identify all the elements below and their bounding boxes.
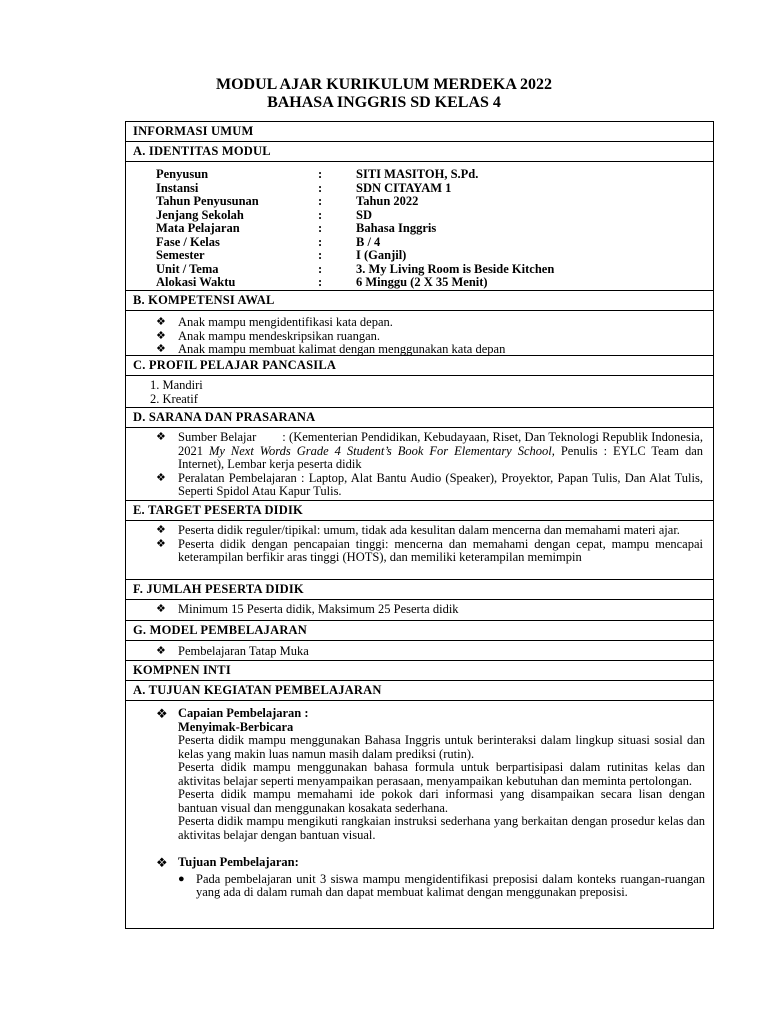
list-item: ❖ Minimum 15 Peserta didik, Maksimum 25 Peserta didik [156, 602, 459, 616]
identitas-label: Instansi [156, 180, 199, 195]
colon-separator: : [318, 180, 323, 195]
identitas-row [156, 249, 713, 263]
colon-separator: : [318, 248, 323, 262]
document-title-line-2: BAHASA INGGRIS SD KELAS 4 [267, 94, 501, 111]
identitas-value: 6 Minggu (2 X 35 Menit) [356, 275, 488, 289]
list-item: ❖ Anak mampu mendeskripsikan ruangan. [156, 328, 381, 343]
section-profil-pelajar: C. PROFIL PELAJAR PANCASILA [126, 356, 713, 376]
list-item: ❖ Sumber Belajar : (Kementerian Pendidikan, Kebudayaan, Riset, Dan Teknologi Republik Indonesia, 2021 My Next Words Grade 4 Student’s Book For Elementary School, Penulis : EYLC Team dan Internet), Lembar kerja peserta didik [156, 430, 703, 471]
identitas-value: I (Ganjil) [356, 248, 407, 262]
identitas-label: Penyusun [156, 167, 209, 181]
sarana-list [126, 428, 713, 501]
identitas-row [156, 236, 713, 250]
section-tujuan-kegiatan: A. TUJUAN KEGIATAN PEMBELAJARAN [126, 681, 713, 701]
list-item: ❖ Anak mampu membuat kalimat dengan menggunakan kata depan [156, 342, 506, 356]
diamond-bullet-icon: ❖ [156, 524, 166, 536]
section-jumlah-peserta: F. JUMLAH PESERTA DIDIK [126, 580, 713, 600]
capaian-paragraph: Peserta didik mampu memahami ide pokok dari informasi yang disampaikan secara lisan dengan bantuan visual dan menggunakan kosakata sederhana. [178, 787, 705, 815]
capaian-paragraph: Peserta didik mampu menggunakan Bahasa Inggris untuk berinteraksi dalam lingkup situasi sosial dan kelas yang makin luas namun masih dalam prediksi (rutin). [178, 733, 705, 761]
kompetensi-list [126, 311, 713, 356]
identitas-label: Jenjang Sekolah [156, 207, 244, 222]
identitas-label: Fase / Kelas [156, 234, 220, 249]
section-model-pembelajaran: G. MODEL PEMBELAJARAN [126, 621, 713, 641]
section-komponen-inti: KOMPNEN INTI [126, 661, 713, 681]
colon-separator: : [318, 221, 323, 235]
section-sarana-prasarana: D. SARANA DAN PRASARANA [126, 408, 713, 428]
identitas-label: Semester [156, 248, 205, 262]
list-item: ❖ Peserta didik reguler/tipikal: umum, tidak ada kesulitan dalam mencerna dan memahami materi ajar. [156, 523, 680, 537]
identitas-row [156, 222, 713, 236]
capaian-subtitle: Menyimak-Berbicara [178, 719, 294, 734]
list-item: ● Pada pembelajaran unit 3 siswa mampu mengidentifikasi preposisi dalam konteks ruangan-ruangan yang ada di dalam rumah dan dapat membuat kalimat dengan menggunakan preposisi. [178, 871, 705, 899]
jumlah-list [126, 600, 713, 621]
colon-separator: : [318, 207, 323, 222]
identitas-row [156, 195, 713, 209]
document-title-line-1: MODUL AJAR KURIKULUM MERDEKA 2022 [215, 76, 552, 93]
identitas-row [156, 182, 713, 196]
identitas-value: 3. My Living Room is Beside Kitchen [356, 261, 555, 276]
identitas-value: SDN CITAYAM 1 [356, 180, 452, 195]
identitas-value: Bahasa Inggris [356, 221, 437, 235]
list-item: ❖ Pembelajaran Tatap Muka [156, 644, 309, 658]
tujuan-pembelajaran-title: Tujuan Pembelajaran: [178, 855, 299, 869]
diamond-bullet-icon: ❖ [156, 603, 166, 615]
identitas-value: SITI MASITOH, S.Pd. [356, 167, 479, 181]
identitas-row [156, 263, 713, 277]
identitas-label: Tahun Penyusunan [156, 194, 259, 208]
list-item: ❖ Peralatan Pembelajaran : Laptop, Alat Bantu Audio (Speaker), Proyektor, Papan Tulis, Dan Alat Tulis, Seperti Spidol Atau Kapur Tulis. [156, 470, 703, 498]
capaian-paragraph: Peserta didik mampu menggunakan bahasa formula untuk berpartisipasi dalam rutinitas kelas dan aktivitas belajar seperti menyampaikan perasaan, menyampaikan kebutuhan dan meminta pertolongan. [178, 760, 705, 788]
colon-separator: : [318, 234, 323, 249]
colon-separator: : [318, 275, 323, 289]
tujuan-content [126, 701, 713, 929]
diamond-bullet-icon: ❖ [156, 343, 166, 355]
identitas-row [156, 276, 713, 290]
capaian-paragraph: Peserta didik mampu mengikuti rangkaian instruksi sederhana yang berkaitan dengan prosedur kelas dan aktivitas belajar dengan bantuan visual. [178, 814, 705, 842]
identitas-label: Alokasi Waktu [156, 275, 236, 289]
identitas-label: Unit / Tema [156, 261, 219, 276]
section-informasi-umum: INFORMASI UMUM [126, 122, 713, 142]
profil-list [126, 376, 713, 408]
diamond-bullet-icon: ❖ [156, 431, 166, 443]
dot-bullet-icon: ● [178, 872, 185, 885]
diamond-bullet-icon: ❖ [156, 706, 168, 721]
diamond-bullet-icon: ❖ [156, 537, 166, 550]
diamond-bullet-icon: ❖ [156, 645, 166, 657]
list-item: ❖ Peserta didik dengan pencapaian tinggi: mencerna dan memahami dengan cepat, mampu mencapai keterampilan berfikir aras tinggi (HOTS), dan memiliki keterampilan memimpin [156, 536, 703, 564]
list-item: 2. Kreatif [150, 391, 198, 406]
capaian-title: Capaian Pembelajaran : [178, 706, 309, 720]
identitas-value: SD [356, 207, 372, 222]
module-table [125, 121, 714, 929]
identitas-grid [126, 162, 713, 291]
diamond-bullet-icon: ❖ [156, 316, 166, 328]
section-identitas-modul: A. IDENTITAS MODUL [126, 142, 713, 162]
identitas-row [156, 209, 713, 223]
identitas-value: Tahun 2022 [356, 194, 419, 208]
diamond-bullet-icon: ❖ [156, 855, 168, 870]
target-list [126, 521, 713, 580]
identitas-row [156, 168, 713, 182]
colon-separator: : [318, 167, 323, 181]
colon-separator: : [318, 194, 323, 208]
identitas-label: Mata Pelajaran [156, 221, 240, 235]
diamond-bullet-icon: ❖ [156, 329, 166, 342]
identitas-value: B / 4 [356, 234, 381, 249]
list-item: 1. Mandiri [150, 378, 203, 392]
model-list [126, 641, 713, 661]
section-target-peserta: E. TARGET PESERTA DIDIK [126, 501, 713, 521]
diamond-bullet-icon: ❖ [156, 471, 166, 484]
section-kompetensi-awal: B. KOMPETENSI AWAL [126, 291, 713, 311]
colon-separator: : [318, 261, 323, 276]
list-item: ❖ Anak mampu mengidentifikasi kata depan. [156, 315, 393, 329]
